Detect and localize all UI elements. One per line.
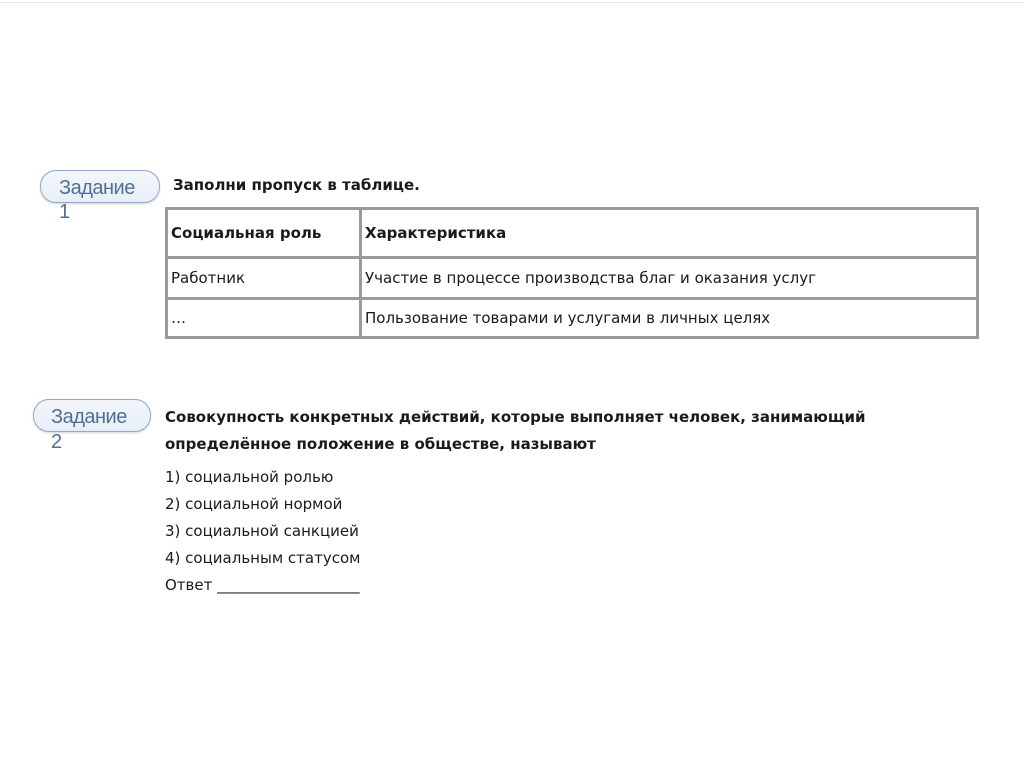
table-row [167,299,978,338]
answer-option: 2) социальной нормой [165,495,343,513]
table-row [167,258,978,299]
answer-options [165,464,360,572]
task-1-prompt: Заполни пропуск в таблице. [173,176,420,194]
roles-table [165,207,979,339]
answer-option: 3) социальной санкцией [165,522,359,540]
answer-field-label: Ответ ___________________ [165,576,360,594]
answer-option: 1) социальной ролью [165,468,334,486]
task-2-badge-label: Задание [51,406,127,428]
answer-option: 4) социальным статусом [165,549,361,567]
task-2-badge-number: 2 [51,431,63,453]
table-cell-blank: … [167,299,361,338]
task-1-badge-label: Задание [59,177,135,199]
table-cell: Работник [167,258,361,299]
task-2-prompt-line-1: Совокупность конкретных действий, которые выполняет человек, занимающий [165,408,866,426]
table-cell: Пользование товарами и услугами в личных целях [361,299,978,338]
task-2-prompt-line-2: определённое положение в обществе, называют [165,435,596,453]
table-cell: Участие в процессе производства благ и оказания услуг [361,258,978,299]
task-1-badge-number: 1 [59,201,71,223]
table-header-row [167,209,978,258]
table-header-cell: Социальная роль [167,209,361,258]
table-header-cell: Характеристика [361,209,978,258]
top-divider [0,2,1024,3]
